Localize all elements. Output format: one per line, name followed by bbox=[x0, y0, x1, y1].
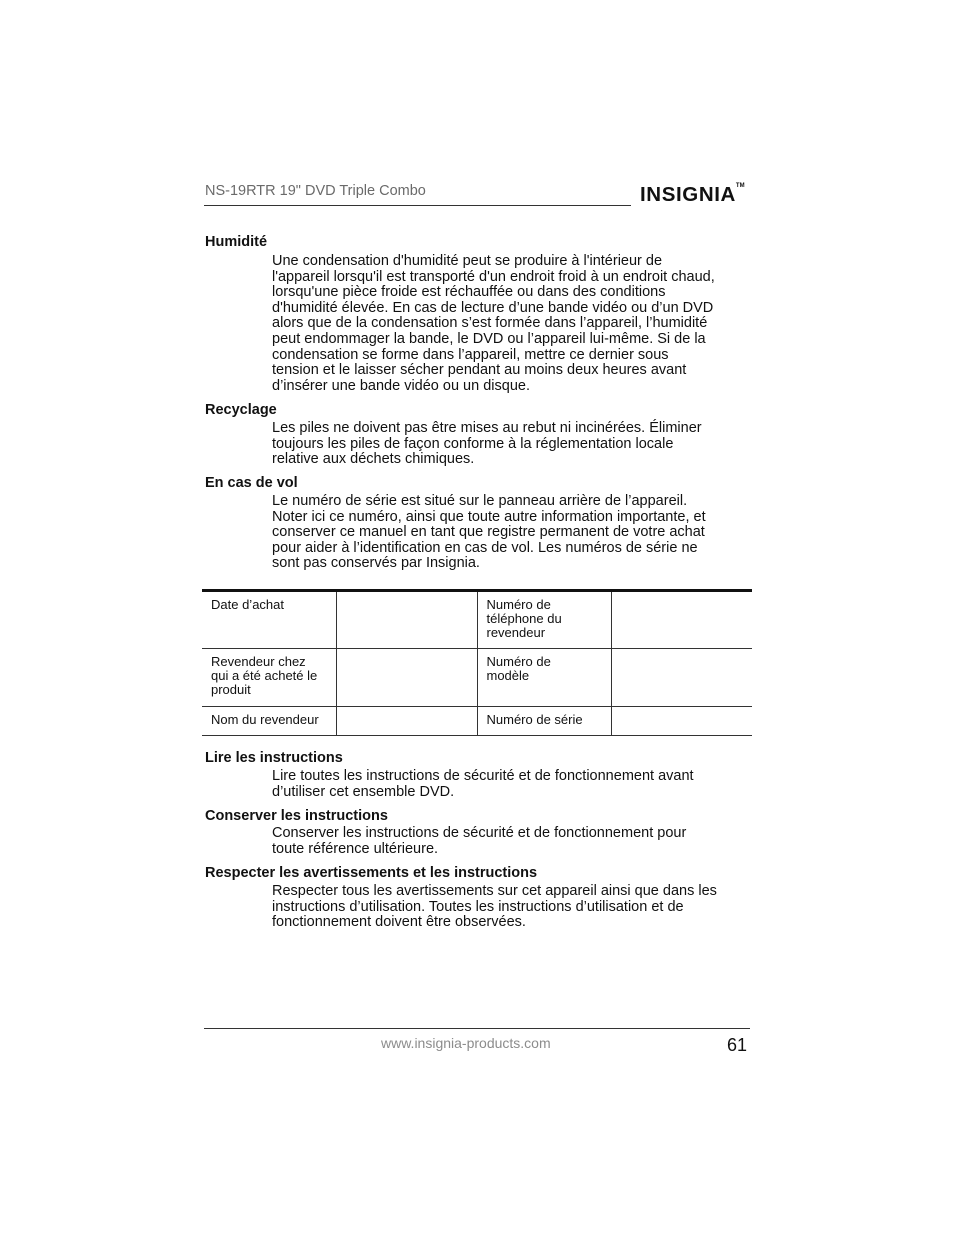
text-line: Le numéro de série est situé sur le panneau arrière de l’appareil. bbox=[272, 493, 688, 509]
value-numero-modele bbox=[611, 649, 752, 707]
section-body-respecter-avertissements bbox=[272, 884, 756, 931]
label-revendeur: Revendeur chez qui a été acheté le produit bbox=[202, 649, 336, 707]
table-row bbox=[202, 591, 752, 649]
text-line: d’insérer une bande vidéo ou un disque. bbox=[272, 377, 530, 394]
value-revendeur bbox=[336, 649, 477, 707]
text-line: l'appareil lorsqu'il est transporté d'un endroit froid à un endroit chaud, bbox=[272, 268, 715, 285]
table-row bbox=[202, 649, 752, 707]
text-line: tension et le laisser sécher pendant au moins deux heures avant bbox=[272, 362, 687, 379]
text-line: sont pas conservés par Insignia. bbox=[272, 555, 480, 572]
label-numero-modele: Numéro de modèle bbox=[477, 649, 611, 707]
section-heading-lire-instructions: Lire les instructions bbox=[205, 750, 343, 766]
section-heading-recyclage: Recyclage bbox=[205, 402, 277, 418]
section-heading-humidite: Humidité bbox=[205, 234, 268, 250]
text-line: Lire toutes les instructions de sécurité et de fonctionnement avant bbox=[272, 768, 694, 784]
section-heading-conserver-instructions: Conserver les instructions bbox=[205, 808, 388, 824]
label-nom-revendeur: Nom du revendeur bbox=[202, 707, 336, 736]
section-body-recyclage bbox=[272, 421, 756, 468]
text-line: d’utiliser cet ensemble DVD. bbox=[272, 783, 455, 800]
section-heading-en-cas-de-vol: En cas de vol bbox=[205, 475, 298, 491]
section-body-humidite bbox=[272, 254, 756, 394]
text-line: toujours les piles de façon conforme à la réglementation locale bbox=[272, 435, 674, 452]
text-line: instructions d’utilisation. Toutes les instructions d’utilisation et de bbox=[272, 898, 684, 915]
text-line: Respecter tous les avertissements sur cet appareil ainsi que dans les bbox=[272, 883, 717, 899]
logo-wordmark: INSIGNIA bbox=[640, 183, 736, 206]
text-line: Les piles ne doivent pas être mises au rebut ni incinérées. Éliminer bbox=[272, 420, 702, 436]
insignia-logo bbox=[640, 183, 745, 207]
text-line: Une condensation d'humidité peut se produire à l'intérieur de bbox=[272, 253, 663, 269]
text-line: lorsqu'une pièce froide est réchauffée ou dans des conditions bbox=[272, 284, 666, 301]
value-numero-serie bbox=[611, 707, 752, 736]
label-numero-telephone-revendeur: Numéro de téléphone du revendeur bbox=[477, 591, 611, 649]
text-line: condensation se forme dans l’appareil, mettre ce dernier sous bbox=[272, 346, 669, 363]
text-line: pour aider à l’identification en cas de vol. Les numéros de série ne bbox=[272, 539, 698, 556]
text-line: Conserver les instructions de sécurité et de fonctionnement pour bbox=[272, 825, 687, 841]
section-body-lire-instructions bbox=[272, 769, 756, 800]
text-line: d'humidité élevée. En cas de lecture d’une bande vidéo ou d’un DVD bbox=[272, 299, 714, 316]
text-line: Noter ici ce numéro, ainsi que toute autre information importante, et bbox=[272, 508, 706, 525]
text-line: alors que de la condensation s’est formée dans l’appareil, l’humidité bbox=[272, 315, 708, 332]
document-title: NS-19RTR 19" DVD Triple Combo bbox=[205, 183, 426, 199]
text-line: peut endommager la bande, le DVD ou l’appareil lui-même. Si de la bbox=[272, 330, 706, 347]
page-number: 61 bbox=[727, 1035, 748, 1055]
logo-trademark: TM bbox=[735, 183, 745, 189]
text-line: relative aux déchets chimiques. bbox=[272, 451, 475, 468]
header-rule bbox=[204, 205, 631, 206]
footer-rule bbox=[204, 1028, 750, 1029]
text-line: fonctionnement doivent être observées. bbox=[272, 914, 526, 931]
text-line: toute référence ultérieure. bbox=[272, 840, 439, 857]
section-body-en-cas-de-vol bbox=[272, 494, 756, 572]
text-line: conserver ce manuel en tant que registre permanent de votre achat bbox=[272, 524, 705, 541]
value-nom-revendeur bbox=[336, 707, 477, 736]
label-numero-serie: Numéro de série bbox=[477, 707, 611, 736]
footer-url: www.insignia-products.com bbox=[381, 1035, 551, 1051]
purchase-record-table bbox=[202, 589, 752, 736]
section-body-conserver-instructions bbox=[272, 826, 756, 857]
table-row bbox=[202, 707, 752, 736]
value-date-achat bbox=[336, 591, 477, 649]
label-date-achat: Date d’achat bbox=[211, 597, 284, 612]
value-numero-telephone-revendeur bbox=[611, 591, 752, 649]
section-heading-respecter-avertissements: Respecter les avertissements et les instructions bbox=[205, 865, 538, 881]
